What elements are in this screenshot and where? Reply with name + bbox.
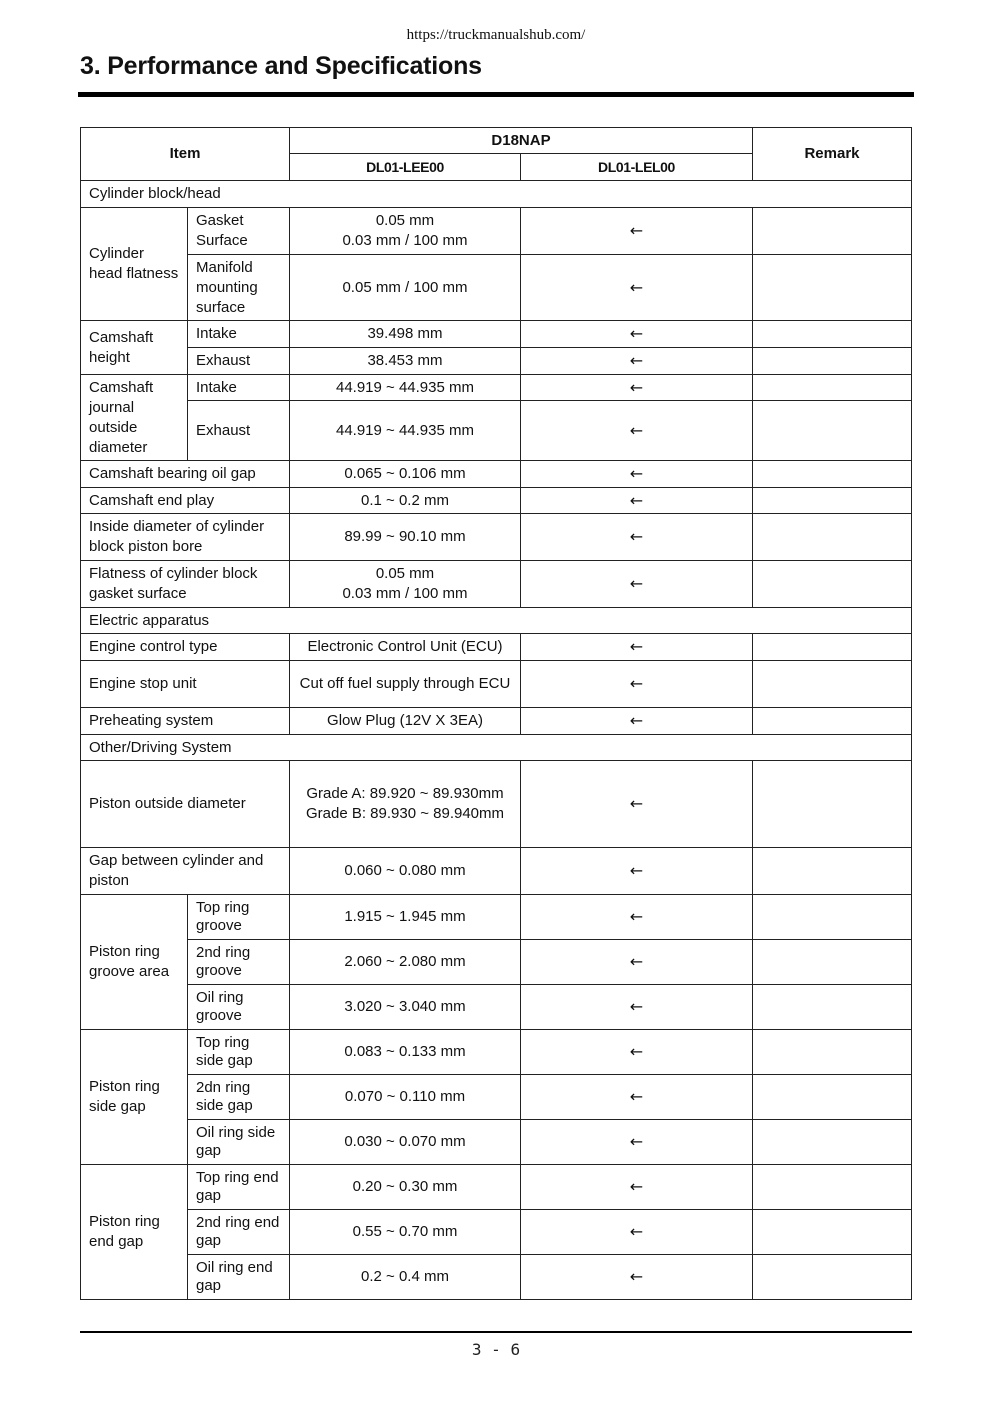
table-row: [81, 708, 912, 735]
same-as-left-arrow: ←: [521, 255, 753, 321]
remark-cell: [753, 848, 912, 895]
table-header-row: [81, 128, 912, 154]
row-label: Exhaust: [188, 348, 290, 375]
remark-cell: [753, 561, 912, 608]
header-model: D18NAP: [290, 128, 753, 154]
section-row: [81, 735, 912, 761]
row-label: 2nd ring groove: [188, 940, 290, 985]
same-as-left-arrow: ←: [521, 375, 753, 401]
row-value: [290, 208, 521, 255]
same-as-left-arrow: ←: [521, 321, 753, 348]
same-as-left-arrow: ←: [521, 940, 753, 985]
table-row: [81, 1210, 912, 1255]
table-row: [81, 985, 912, 1030]
same-as-left-arrow: ←: [521, 348, 753, 375]
same-as-left-arrow: ←: [521, 461, 753, 488]
value-line: 0.03 mm / 100 mm: [342, 585, 468, 602]
header-variant-lel00: DL01-LEL00: [521, 154, 753, 181]
remark-cell: [753, 255, 912, 321]
value-line: 0.03 mm / 100 mm: [342, 232, 468, 249]
row-label: Oil ring groove: [188, 985, 290, 1030]
remark-cell: [753, 348, 912, 375]
group-camshaft-height: Camshaft height: [81, 321, 188, 375]
section-cylinder-block: Cylinder block/head: [81, 181, 912, 208]
row-value: 44.919 ~ 44.935 mm: [290, 375, 521, 401]
remark-cell: [753, 1165, 912, 1210]
same-as-left-arrow: ←: [521, 488, 753, 514]
row-value: 38.453 mm: [290, 348, 521, 375]
section-electric: Electric apparatus: [81, 608, 912, 634]
same-as-left-arrow: ←: [521, 401, 753, 461]
remark-cell: [753, 514, 912, 561]
row-value: 0.065 ~ 0.106 mm: [290, 461, 521, 488]
section-row: [81, 181, 912, 208]
row-label: Engine control type: [81, 634, 290, 661]
row-label: Flatness of cylinder block gasket surface: [81, 561, 290, 608]
same-as-left-arrow: ←: [521, 848, 753, 895]
remark-cell: [753, 985, 912, 1030]
group-cylinder-head-flatness: Cylinder head flatness: [81, 208, 188, 321]
row-value: 2.060 ~ 2.080 mm: [290, 940, 521, 985]
source-url: https://truckmanualshub.com/: [406, 27, 586, 43]
row-label: Manifold mounting surface: [188, 255, 290, 321]
same-as-left-arrow: ←: [521, 1030, 753, 1075]
header-item: Item: [81, 128, 290, 181]
same-as-left-arrow: ←: [521, 761, 753, 848]
row-value: [290, 561, 521, 608]
table-row: [81, 940, 912, 985]
value-line: Grade A: 89.920 ~ 89.930mm: [306, 785, 504, 802]
same-as-left-arrow: ←: [521, 561, 753, 608]
remark-cell: [753, 661, 912, 708]
table-row: [81, 488, 912, 514]
row-value: 0.55 ~ 0.70 mm: [290, 1210, 521, 1255]
row-value: 0.05 mm / 100 mm: [290, 255, 521, 321]
remark-cell: [753, 1255, 912, 1300]
row-label: Exhaust: [188, 401, 290, 461]
same-as-left-arrow: ←: [521, 708, 753, 735]
value-line: 0.05 mm: [375, 212, 435, 229]
remark-cell: [753, 375, 912, 401]
row-value: 0.070 ~ 0.110 mm: [290, 1075, 521, 1120]
remark-cell: [753, 1120, 912, 1165]
group-piston-ring-groove: Piston ring groove area: [81, 895, 188, 1030]
row-value: 0.060 ~ 0.080 mm: [290, 848, 521, 895]
remark-cell: [753, 895, 912, 940]
table-row: [81, 1255, 912, 1300]
group-piston-ring-end-gap: Piston ring end gap: [81, 1165, 188, 1300]
title-underline: [78, 92, 914, 97]
row-value: 0.20 ~ 0.30 mm: [290, 1165, 521, 1210]
remark-cell: [753, 321, 912, 348]
row-label: Camshaft bearing oil gap: [81, 461, 290, 488]
row-label: Piston outside diameter: [81, 761, 290, 848]
row-label: Engine stop unit: [81, 661, 290, 708]
table-row: [81, 895, 912, 940]
remark-cell: [753, 1075, 912, 1120]
row-label: Intake: [188, 321, 290, 348]
page-title: 3. Performance and Specifications: [80, 52, 482, 80]
row-value: 0.1 ~ 0.2 mm: [290, 488, 521, 514]
table-row: [81, 761, 912, 848]
row-value: Glow Plug (12V X 3EA): [290, 708, 521, 735]
row-label: Camshaft end play: [81, 488, 290, 514]
table-row: [81, 348, 912, 375]
row-label: Inside diameter of cylinder block piston bore: [81, 514, 290, 561]
same-as-left-arrow: ←: [521, 1255, 753, 1300]
table-row: [81, 514, 912, 561]
same-as-left-arrow: ←: [521, 1075, 753, 1120]
value-line: Grade B: 89.930 ~ 89.940mm: [305, 805, 505, 822]
row-value: [290, 761, 521, 848]
same-as-left-arrow: ←: [521, 634, 753, 661]
header-remark: Remark: [753, 128, 912, 181]
table-row: [81, 375, 912, 401]
value-line: 0.05 mm: [375, 565, 435, 582]
row-label: Top ring side gap: [188, 1030, 290, 1075]
row-label: 2nd ring end gap: [188, 1210, 290, 1255]
table-row: [81, 1075, 912, 1120]
row-value: 44.919 ~ 44.935 mm: [290, 401, 521, 461]
row-value: 39.498 mm: [290, 321, 521, 348]
table-row: [81, 1030, 912, 1075]
table-row: [81, 1120, 912, 1165]
section-other-driving: Other/Driving System: [81, 735, 912, 761]
row-value: 89.99 ~ 90.10 mm: [290, 514, 521, 561]
remark-cell: [753, 461, 912, 488]
row-label: Oil ring side gap: [188, 1120, 290, 1165]
row-label: Top ring groove: [188, 895, 290, 940]
table-row: [81, 401, 912, 461]
row-label: Gasket Surface: [188, 208, 290, 255]
specifications-table: [80, 127, 912, 1300]
same-as-left-arrow: ←: [521, 895, 753, 940]
section-row: [81, 608, 912, 634]
row-value: 0.083 ~ 0.133 mm: [290, 1030, 521, 1075]
row-label: Top ring end gap: [188, 1165, 290, 1210]
remark-cell: [753, 761, 912, 848]
group-piston-ring-side-gap: Piston ring side gap: [81, 1030, 188, 1165]
group-camshaft-journal: Camshaft journal outside diameter: [81, 375, 188, 461]
row-label: Intake: [188, 375, 290, 401]
same-as-left-arrow: ←: [521, 1210, 753, 1255]
remark-cell: [753, 1210, 912, 1255]
row-value: Cut off fuel supply through ECU: [290, 661, 521, 708]
same-as-left-arrow: ←: [521, 1120, 753, 1165]
remark-cell: [753, 634, 912, 661]
row-value: 0.030 ~ 0.070 mm: [290, 1120, 521, 1165]
row-label: Preheating system: [81, 708, 290, 735]
remark-cell: [753, 1030, 912, 1075]
row-label: Gap between cylinder and piston: [81, 848, 290, 895]
same-as-left-arrow: ←: [521, 661, 753, 708]
table-row: [81, 255, 912, 321]
row-value: 1.915 ~ 1.945 mm: [290, 895, 521, 940]
footer-rule: [80, 1331, 912, 1333]
same-as-left-arrow: ←: [521, 985, 753, 1030]
table-row: [81, 634, 912, 661]
table-row: [81, 561, 912, 608]
table-row: [81, 321, 912, 348]
remark-cell: [753, 208, 912, 255]
table-row: [81, 661, 912, 708]
table-row: [81, 208, 912, 255]
table-row: [81, 461, 912, 488]
header-variant-lee00: DL01-LEE00: [290, 154, 521, 181]
table-row: [81, 1165, 912, 1210]
remark-cell: [753, 488, 912, 514]
remark-cell: [753, 708, 912, 735]
same-as-left-arrow: ←: [521, 514, 753, 561]
same-as-left-arrow: ←: [521, 208, 753, 255]
row-value: 0.2 ~ 0.4 mm: [290, 1255, 521, 1300]
row-label: 2dn ring side gap: [188, 1075, 290, 1120]
row-value: Electronic Control Unit (ECU): [290, 634, 521, 661]
page-number: 3 - 6: [471, 1340, 521, 1359]
row-label: Oil ring end gap: [188, 1255, 290, 1300]
same-as-left-arrow: ←: [521, 1165, 753, 1210]
remark-cell: [753, 401, 912, 461]
table-row: [81, 848, 912, 895]
remark-cell: [753, 940, 912, 985]
row-value: 3.020 ~ 3.040 mm: [290, 985, 521, 1030]
